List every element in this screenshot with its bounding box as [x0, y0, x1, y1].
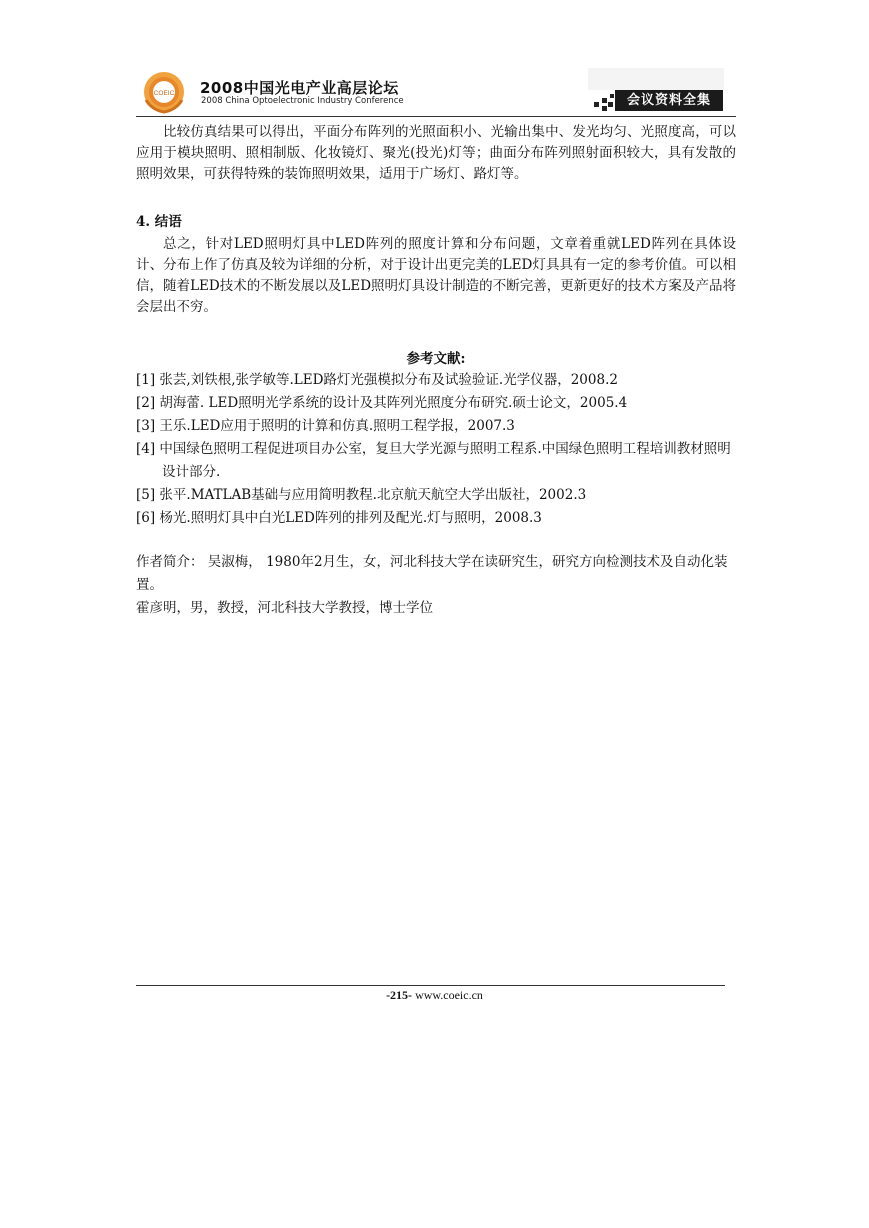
- reference-item: [3] 王乐.LED应用于照明的计算和仿真.照明工程学报，2007.3: [136, 418, 515, 434]
- conclusion-paragraph: [136, 234, 736, 318]
- proceedings-badge: 会议资料全集: [615, 90, 723, 111]
- svg-text:COEIC: COEIC: [153, 90, 175, 97]
- conference-title: 2008中国光电产业高层论坛: [200, 79, 399, 97]
- conference-subtitle: 2008 China Optoelectronic Industry Conference: [201, 96, 404, 106]
- author-bio-line: 作者简介： 吴淑梅， 1980年2月生，女，河北科技大学在读研究生，研究方向检测技术及自动化装置。: [136, 554, 728, 593]
- page-number: -215-: [386, 988, 413, 1002]
- footer-url: www.coeic.cn: [415, 988, 483, 1002]
- paragraph-text: 比较仿真结果可以得出，平面分布阵列的光照面积小、光输出集中、发光均匀、光照度高，可以应用于模块照明、照相制版、化妆镜灯、聚光(投光)灯等；曲面分布阵列照射面积较大，具有发散的照明效果，可获得特殊的装饰照明效果，适用于广场灯、路灯等。: [136, 124, 736, 182]
- reference-item: [6] 杨光.照明灯具中白光LED阵列的排列及配光.灯与照明，2008.3: [136, 510, 542, 526]
- paragraph-text: 总之，针对LED照明灯具中LED阵列的照度计算和分布问题，文章着重就LED阵列在具体设计、分布上作了仿真及较为详细的分析，对于设计出更完美的LED灯具具有一定的参考价值。可以相信，随着LED技术的不断发展以及LED照明灯具设计制造的不断完善，更新更好的技术方案及产品将会层出不穷。: [136, 236, 736, 315]
- reference-item: [1] 张芸,刘铁根,张学敏等.LED路灯光强模拟分布及试验验证.光学仪器，2008.2: [136, 372, 618, 388]
- footer-divider: [136, 985, 725, 986]
- reference-item: [2] 胡海蕾. LED照明光学系统的设计及其阵列光照度分布研究.硕士论文，2005.4: [136, 395, 628, 411]
- conference-logo-icon: [142, 70, 186, 114]
- references-heading: 参考文献:: [406, 351, 466, 367]
- reference-item: [4] 中国绿色照明工程促进项目办公室，复旦大学光源与照明工程系.中国绿色照明工程培训教材照明设计部分.: [136, 441, 731, 480]
- section-heading: 4. 结语: [136, 214, 182, 230]
- reference-item: [5] 张平.MATLAB基础与应用简明教程.北京航天航空大学出版社，2002.3: [136, 487, 587, 503]
- author-bio: [136, 551, 736, 620]
- page-header: [0, 0, 869, 120]
- comparison-paragraph: [136, 122, 736, 185]
- reference-list: [136, 369, 736, 530]
- header-divider: [136, 116, 736, 117]
- author-bio-line: 霍彦明，男，教授，河北科技大学教授，博士学位: [136, 600, 433, 616]
- page-footer: [0, 988, 869, 1003]
